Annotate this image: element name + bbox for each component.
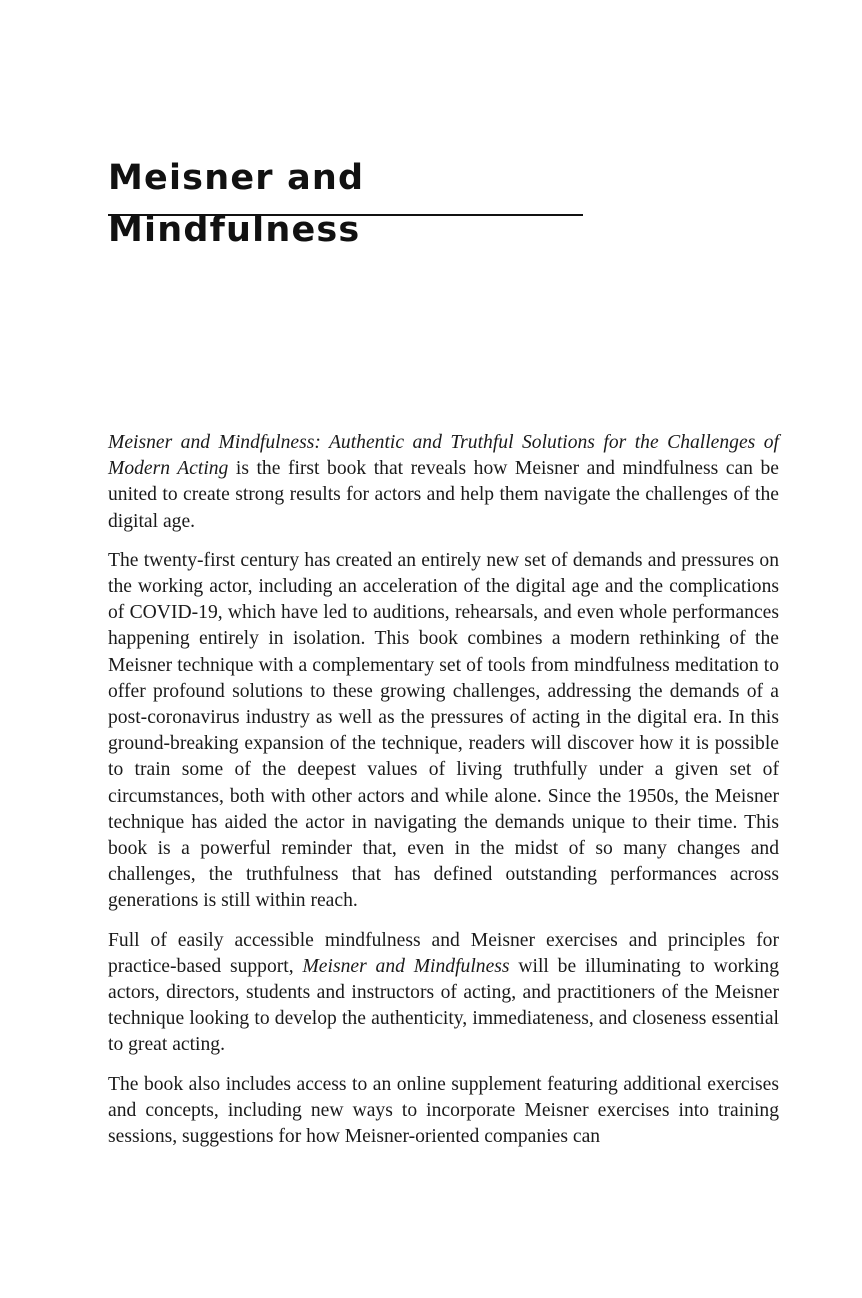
page-title: Meisner and Mindfulness [108, 158, 365, 250]
paragraph-2: The twenty-first century has created an entirely new set of demands and pressures on the working actor, including an acceleration of the digital age and the complications of COVID-19, which have led to auditions, rehearsals, and even whole performances happening entirely in isolation. This book combines a modern rethinking of the Meisner technique with a complementary set of tools from mindfulness meditation to offer profound solutions to these growing challenges, addressing the demands of a post-coronavirus industry as well as the pressures of acting in the digital era. In this ground-breaking expansion of the technique, readers will discover how it is possible to train some of the deepest values of living truthfully under a given set of circumstances, both with other actors and while alone. Since the 1950s, the Meisner technique has aided the actor in navigating the demands unique to their time. This book is a powerful reminder that, even in the midst of so many changes and challenges, the truthfulness that has defined outstanding performances across generations is still within reach. [108, 549, 779, 912]
blurb-body [108, 430, 779, 1163]
title-underline-rule [108, 214, 583, 216]
book-title-italic: Meisner and Mindfulness [302, 955, 510, 977]
paragraph-3-text-before: Full of easily accessible mindfulness and Meisner exercises and principles for practice-based support, [108, 929, 779, 977]
paragraph-3-text-after: will be illuminating to working actors, directors, students and instructors of acting, and practitioners of the Meisner technique looking to develop the authenticity, immediateness, and closeness essential to great acting. [108, 955, 779, 1056]
paragraph-3 [108, 928, 779, 1059]
paragraph-4: The book also includes access to an online supplement featuring additional exercises and concepts, including new ways to incorporate Meisner exercises into training sessions, suggestions for how Meisner-oriented companies can [108, 1073, 779, 1148]
paragraph-1-text: is the first book that reveals how Meisner and mindfulness can be united to create strong results for actors and help them navigate the challenges of the digital age. [108, 458, 779, 532]
paragraph-1 [108, 430, 779, 535]
book-title-italic: Meisner and Mindfulness: Authentic and Truthful Solutions for the Challenges of Modern Acting [108, 432, 779, 480]
